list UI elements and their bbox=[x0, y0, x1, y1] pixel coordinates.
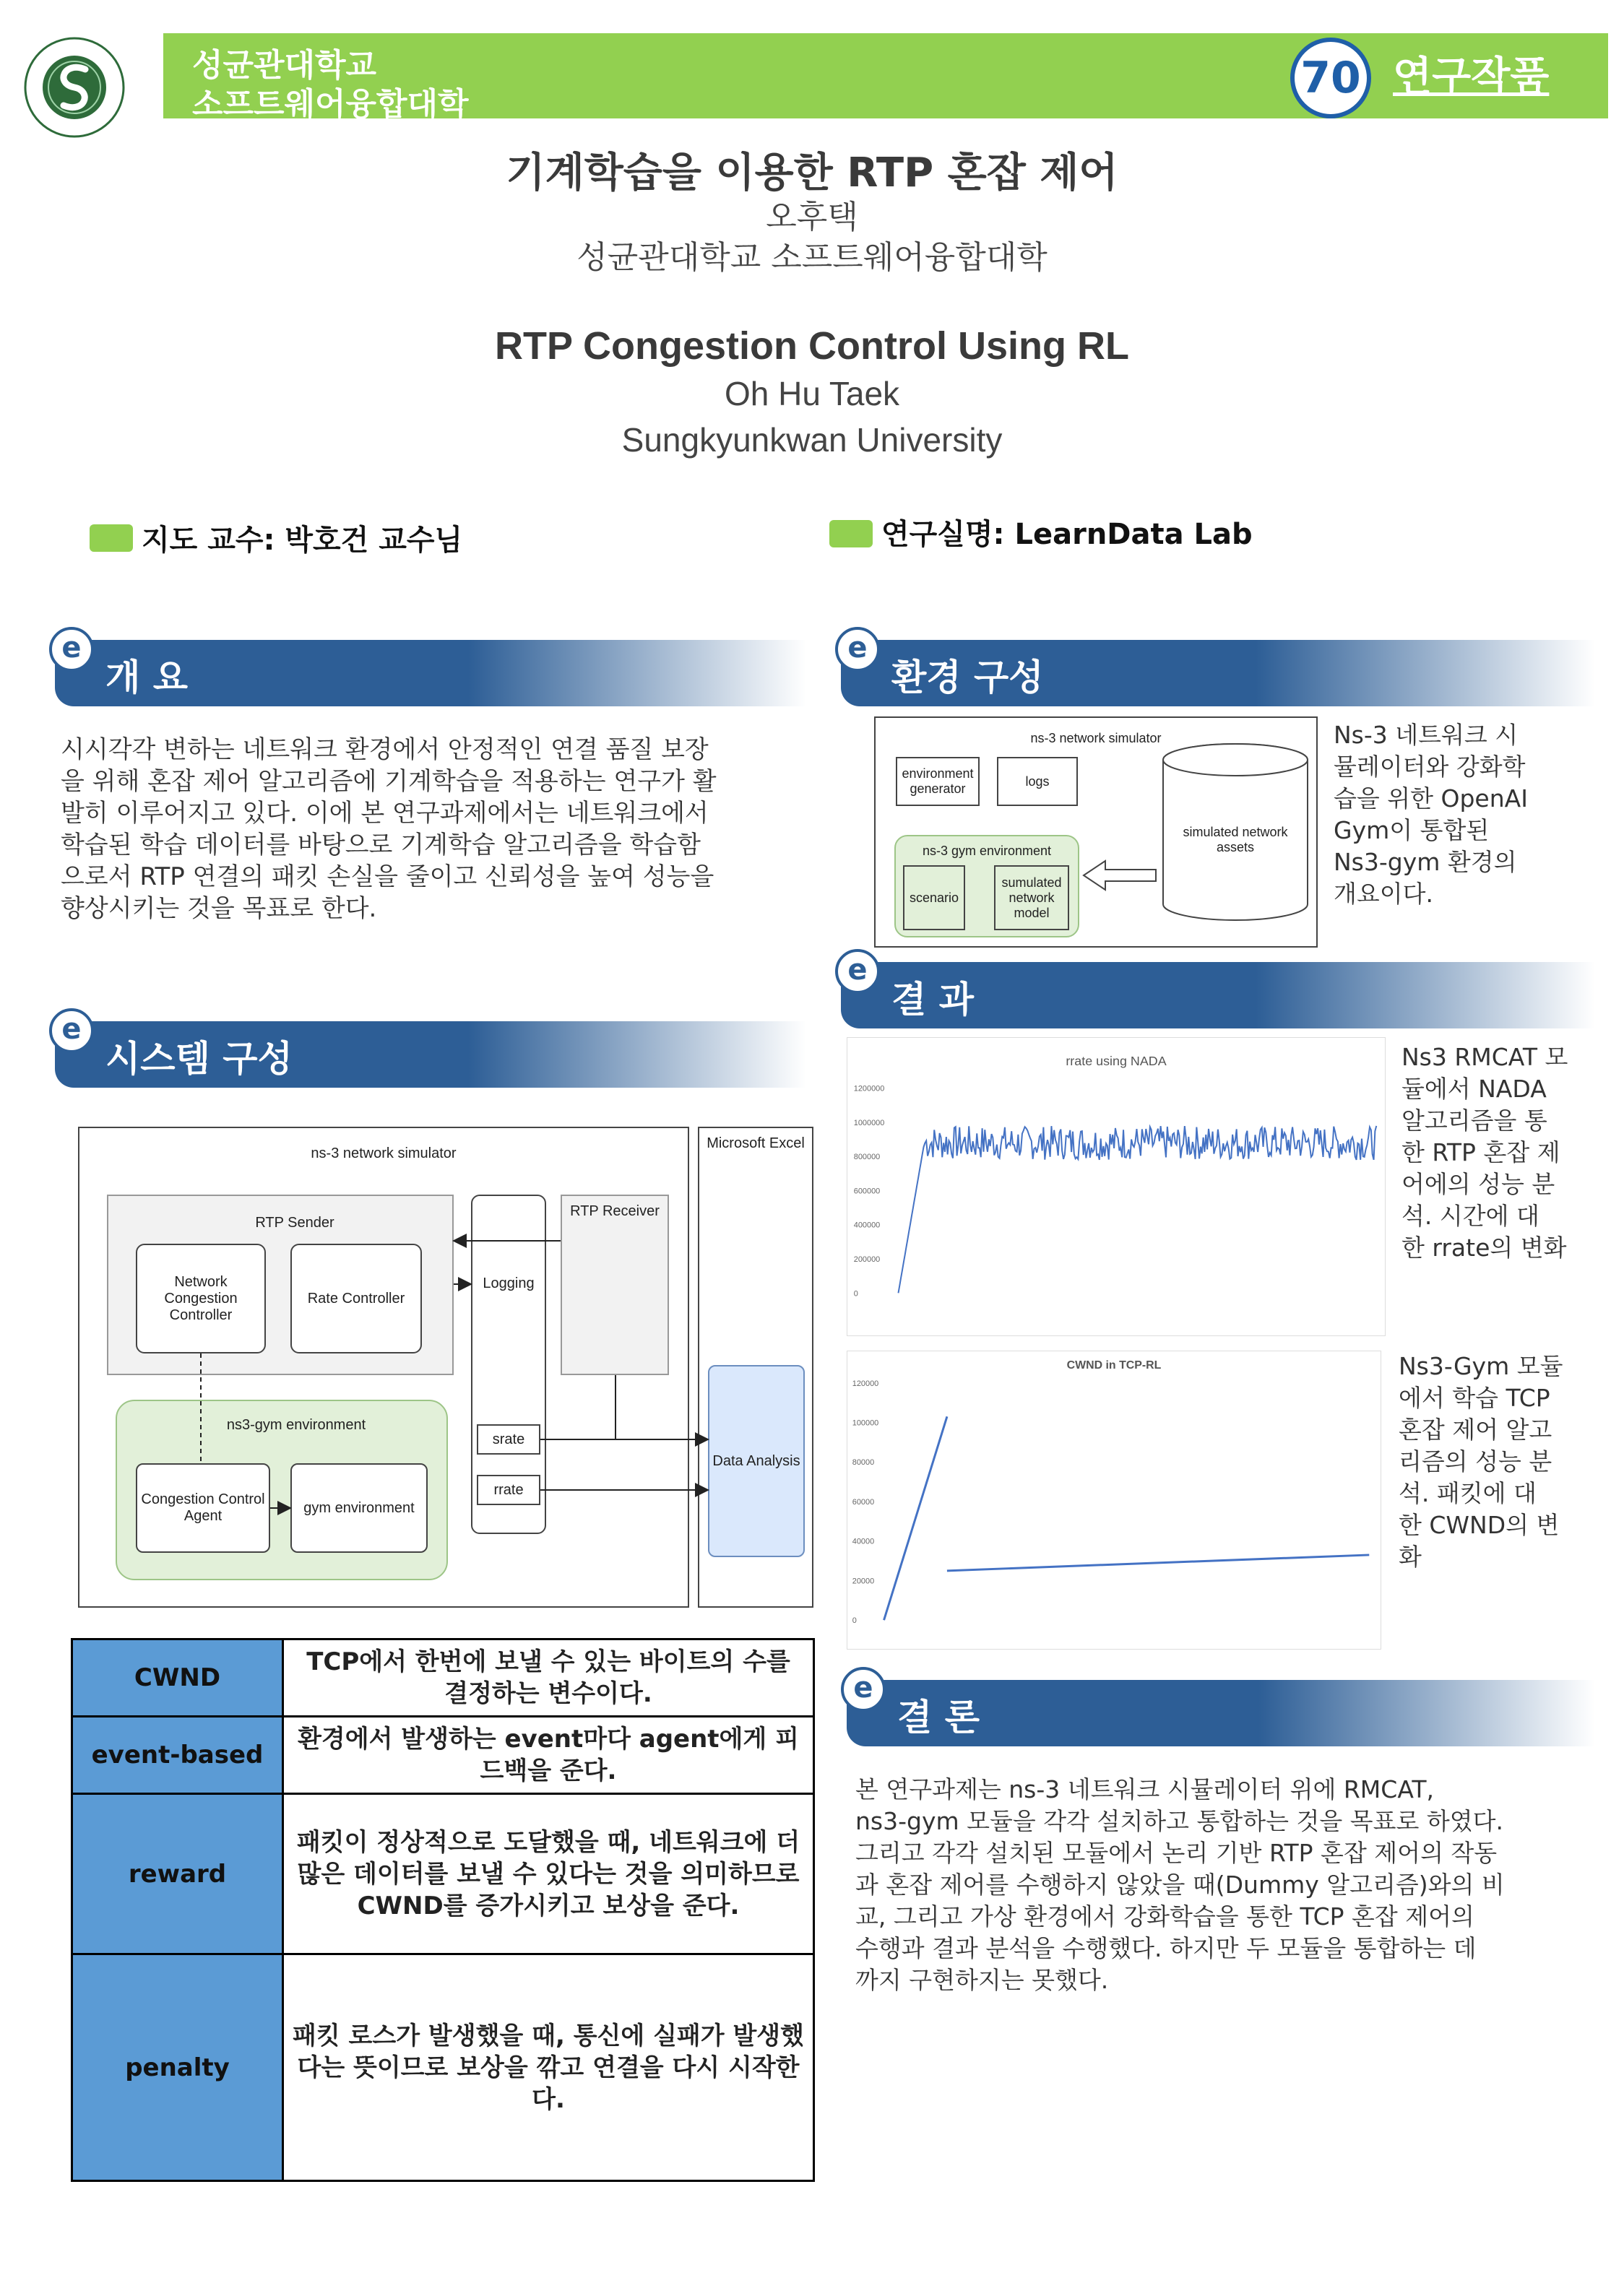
y-tick-label: 100000 bbox=[852, 1418, 879, 1428]
y-tick-label: 400000 bbox=[853, 1221, 881, 1230]
section-header-conclusion bbox=[847, 1671, 1595, 1746]
series-line bbox=[898, 1126, 1376, 1293]
section-icon: e bbox=[841, 1667, 886, 1712]
rl-terms-table bbox=[71, 1638, 815, 2182]
rrate-chart bbox=[847, 1037, 1386, 1336]
environment-text: Ns-3 네트워크 시 뮬레이터와 강화학 습을 위한 OpenAI Gym이 통합된 Ns3-gym 환경의 개요이다. bbox=[1334, 721, 1528, 908]
table-row bbox=[72, 1717, 814, 1794]
cwnd-chart bbox=[847, 1351, 1381, 1650]
table-row bbox=[72, 1639, 814, 1717]
y-tick-label: 0 bbox=[853, 1289, 858, 1299]
korean-affiliation: 성균관대학교 소프트웨어융합대학 bbox=[576, 239, 1048, 276]
system-diagram bbox=[78, 1127, 815, 1608]
korean-title: 기계학습을 이용한 RTP 혼잡 제어 bbox=[506, 150, 1118, 196]
y-tick-label: 60000 bbox=[852, 1497, 875, 1507]
table-value: 환경에서 발생하는 event마다 agent에게 피드백을 준다. bbox=[283, 1717, 814, 1794]
chart-title: CWND in TCP-RL bbox=[1066, 1359, 1162, 1372]
poster-number: 70 bbox=[1290, 38, 1371, 118]
logging-box: Logging bbox=[471, 1195, 546, 1534]
section-title: 개 요 bbox=[105, 657, 189, 698]
table-key: event-based bbox=[72, 1717, 283, 1794]
lab-tag-marker bbox=[829, 520, 873, 547]
table-key: reward bbox=[72, 1794, 283, 1954]
chart-title: rrate using NADA bbox=[1066, 1053, 1167, 1068]
table-row bbox=[72, 1954, 814, 2181]
series-line bbox=[947, 1555, 1369, 1571]
y-tick-label: 20000 bbox=[852, 1577, 875, 1586]
advisor-tag-marker bbox=[90, 524, 133, 552]
poster-category: 연구작품 bbox=[1393, 53, 1550, 100]
english-affiliation: Sungkyunkwan University bbox=[621, 421, 1003, 459]
header-bar bbox=[163, 33, 1608, 123]
data-analysis-box: Data Analysis bbox=[708, 1365, 805, 1557]
sim-title: ns-3 network simulator bbox=[311, 1145, 457, 1161]
simulated-assets-label: simulated network assets bbox=[1183, 825, 1288, 854]
table-key: penalty bbox=[72, 1954, 283, 2181]
congestion-control-agent-box: Congestion Control Agent bbox=[136, 1463, 270, 1553]
section-title: 결 론 bbox=[897, 1697, 980, 1738]
environment-diagram bbox=[874, 716, 1318, 948]
table-value: TCP에서 한번에 보낼 수 있는 바이트의 수를 결정하는 변수이다. bbox=[283, 1639, 814, 1717]
y-tick-label: 0 bbox=[852, 1616, 857, 1626]
conclusion-text: 본 연구과제는 ns-3 네트워크 시뮬레이터 위에 RMCAT, ns3-gym 모듈을 각각 설치하고 통합하는 것을 목표로 하였다. 그리고 각각 설치된 모듈에서 논리 기반 RTP 혼잡 제어의 작동 과 혼잡 제어를 수행하지 않았을 때(Dummy 알고리즘)와의 비 교, 그리고 가상 환경에서 강화학습을 통한 TCP 혼잡 제어의 수행과 결과 분석을 수행했다. 하지만 두 모듈을 통합하는 데 까지 구현하지는 못했다. bbox=[855, 1775, 1505, 1994]
rrate-box: rrate bbox=[477, 1475, 540, 1505]
results-text-1: Ns3 RMCAT 모 듈에서 NADA 알고리즘을 통 한 RTP 혼잡 제 어에의 성능 분 석. 시간에 대 한 rrate의 변화 bbox=[1401, 1043, 1568, 1262]
rate-controller-box: Rate Controller bbox=[290, 1244, 422, 1353]
y-tick-label: 600000 bbox=[853, 1187, 881, 1196]
y-tick-label: 40000 bbox=[852, 1537, 875, 1546]
section-icon: e bbox=[835, 949, 880, 994]
lab-label: 연구실명: LearnData Lab bbox=[881, 518, 1253, 551]
section-header-system bbox=[55, 1013, 806, 1088]
korean-author: 오후택 bbox=[766, 199, 858, 235]
section-icon: e bbox=[49, 627, 94, 672]
section-header-environment bbox=[841, 631, 1595, 706]
university-name: 성균관대학교 bbox=[192, 47, 377, 84]
srate-box: srate bbox=[477, 1424, 540, 1455]
series-line bbox=[884, 1416, 947, 1620]
results-text-2: Ns3-Gym 모듈 에서 학습 TCP 혼잡 제어 알고 리즘의 성능 분 석. 패킷에 대 한 CWND의 변 화 bbox=[1399, 1352, 1563, 1571]
section-icon: e bbox=[49, 1008, 94, 1053]
y-tick-label: 800000 bbox=[853, 1153, 881, 1162]
excel-label: Microsoft Excel bbox=[707, 1135, 805, 1151]
table-value: 패킷이 정상적으로 도달했을 때, 네트워크에 더 많은 데이터를 보낼 수 있다는 것을 의미하므로 CWND를 증가시키고 보상을 준다. bbox=[283, 1794, 814, 1954]
table-value: 패킷 로스가 발생했을 때, 통신에 실패가 발생했다는 뜻이므로 보상을 깎고 연결을 다시 시작한다. bbox=[283, 1954, 814, 2181]
english-author: Oh Hu Taek bbox=[724, 375, 900, 412]
y-tick-label: 1200000 bbox=[853, 1084, 885, 1093]
section-title: 결 과 bbox=[891, 979, 975, 1021]
rtp-receiver-box: RTP Receiver bbox=[561, 1195, 669, 1375]
y-tick-label: 80000 bbox=[852, 1458, 875, 1468]
section-title: 환경 구성 bbox=[891, 657, 1044, 698]
table-key: CWND bbox=[72, 1639, 283, 1717]
y-tick-label: 200000 bbox=[853, 1255, 881, 1264]
section-title: 시스템 구성 bbox=[105, 1038, 293, 1080]
english-title: RTP Congestion Control Using RL bbox=[495, 324, 1129, 368]
gym-env-label: ns3-gym environment bbox=[226, 1417, 366, 1433]
advisor-label: 지도 교수: 박호건 교수님 bbox=[142, 524, 463, 557]
section-header-overview bbox=[55, 631, 806, 706]
college-name: 소프트웨어융합대학 bbox=[192, 86, 469, 123]
y-tick-label: 1000000 bbox=[853, 1118, 885, 1127]
y-tick-label: 120000 bbox=[852, 1379, 879, 1388]
gym-environment-box: gym environment bbox=[290, 1463, 428, 1553]
system-diagram-arrows bbox=[78, 1127, 815, 1608]
environment-generator-box: environment generator bbox=[896, 757, 980, 806]
university-logo bbox=[20, 33, 129, 142]
overview-text: 시시각각 변하는 네트워크 환경에서 안정적인 연결 품질 보장 을 위해 혼잡 제어 알고리즘에 기계학습을 적용하는 연구가 활 발히 이루어지고 있다. 이에 본 연구과제에서는 네트워크에서 학습된 학습 데이터를 바탕으로 기계학습 알고리즘을 학습함 으로서 RTP 연결의 패킷 손실을 줄이고 신뢰성을 높여 성능을 향상시키는 것을 목표로 한다. bbox=[61, 735, 717, 923]
rtp-sender-label: RTP Sender bbox=[255, 1215, 334, 1231]
section-icon: e bbox=[835, 627, 880, 672]
env-sim-title: ns-3 network simulator bbox=[1030, 731, 1162, 745]
network-congestion-controller-box: Network Congestion Controller bbox=[136, 1244, 266, 1353]
gym-env-label: ns-3 gym environment bbox=[922, 844, 1052, 858]
simulated-model-box: sumulated network model bbox=[994, 865, 1069, 930]
scenario-box: scenario bbox=[903, 865, 965, 930]
table-row bbox=[72, 1794, 814, 1954]
section-header-results bbox=[841, 953, 1595, 1028]
logs-box: logs bbox=[997, 757, 1078, 806]
